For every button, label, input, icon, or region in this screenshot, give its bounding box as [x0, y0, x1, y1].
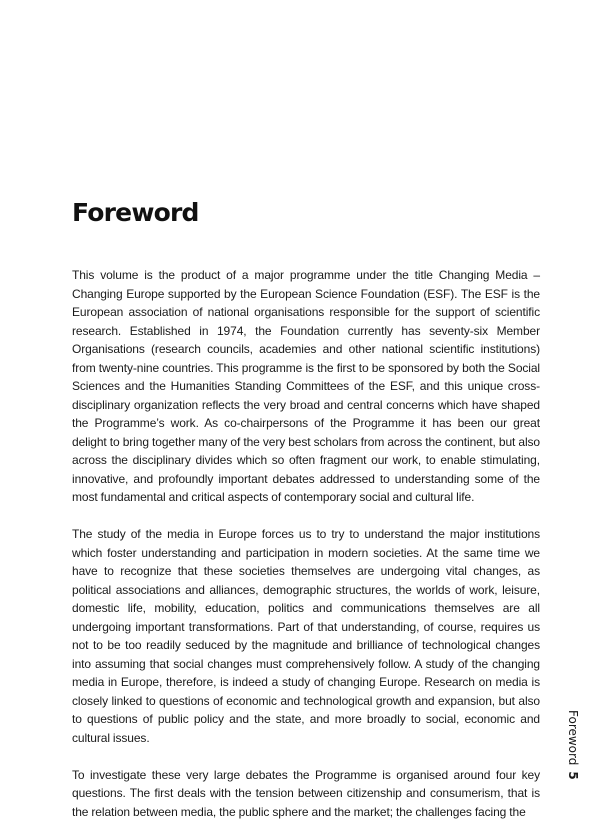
folio-section-label: Foreword — [566, 710, 580, 766]
page-title: Foreword — [72, 198, 199, 227]
page-number: 5 — [566, 771, 580, 780]
paragraph-2: The study of the media in Europe forces us to try to understand the major institutions which foster understanding and participation in modern societies. At the same time we have to recognize that these societies themselves are undergoing vital changes, as political associations and alliances, demographic structures, the worlds of work, leisure, domestic life, mobility, education, politics and communications themselves are all undergoing important transformations. Part of that understanding, of course, requires us not to be too readily seduced by the magnitude and brilliance of technological changes into assuming that social changes must comprehensively follow. A study of the changing media in Europe, therefore, is indeed a study of changing Europe. Research on media is closely linked to questions of economic and technological growth and expansion, but also to questions of public policy and the state, and more broadly to social, economic and cultural issues. — [72, 527, 540, 745]
running-footer — [561, 710, 581, 780]
paragraph-1: This volume is the product of a major programme under the title Changing Media – Changing Europe supported by the European Science Foundation (ESF). The ESF is the European association of national organisations responsible for the support of scientific research. Established in 1974, the Foundation currently has seventy-six Member Organisations (research councils, academies and other national scientific institutions) from twenty-nine countries. This programme is the first to be sponsored by both the Social Sciences and the Humanities Standing Committees of the ESF, and this unique cross-disciplinary organization reflects the very broad and central concerns which have shaped the Programme’s work. As co-chairpersons of the Programme it has been our great delight to bring together many of the very best scholars from across the continent, but also across the disciplinary divides which so often fragment our work, to enable stimulating, innovative, and profoundly important debates addressed to understanding some of the most fundamental and critical aspects of contemporary social and cultural life. — [72, 268, 540, 504]
body-text — [72, 266, 540, 840]
paragraph-3: To investigate these very large debates the Programme is organised around four key questions. The first deals with the tension between citizenship and consumerism, that is the relation between media, the public sphere and the market; the challenges facing the — [72, 767, 540, 819]
